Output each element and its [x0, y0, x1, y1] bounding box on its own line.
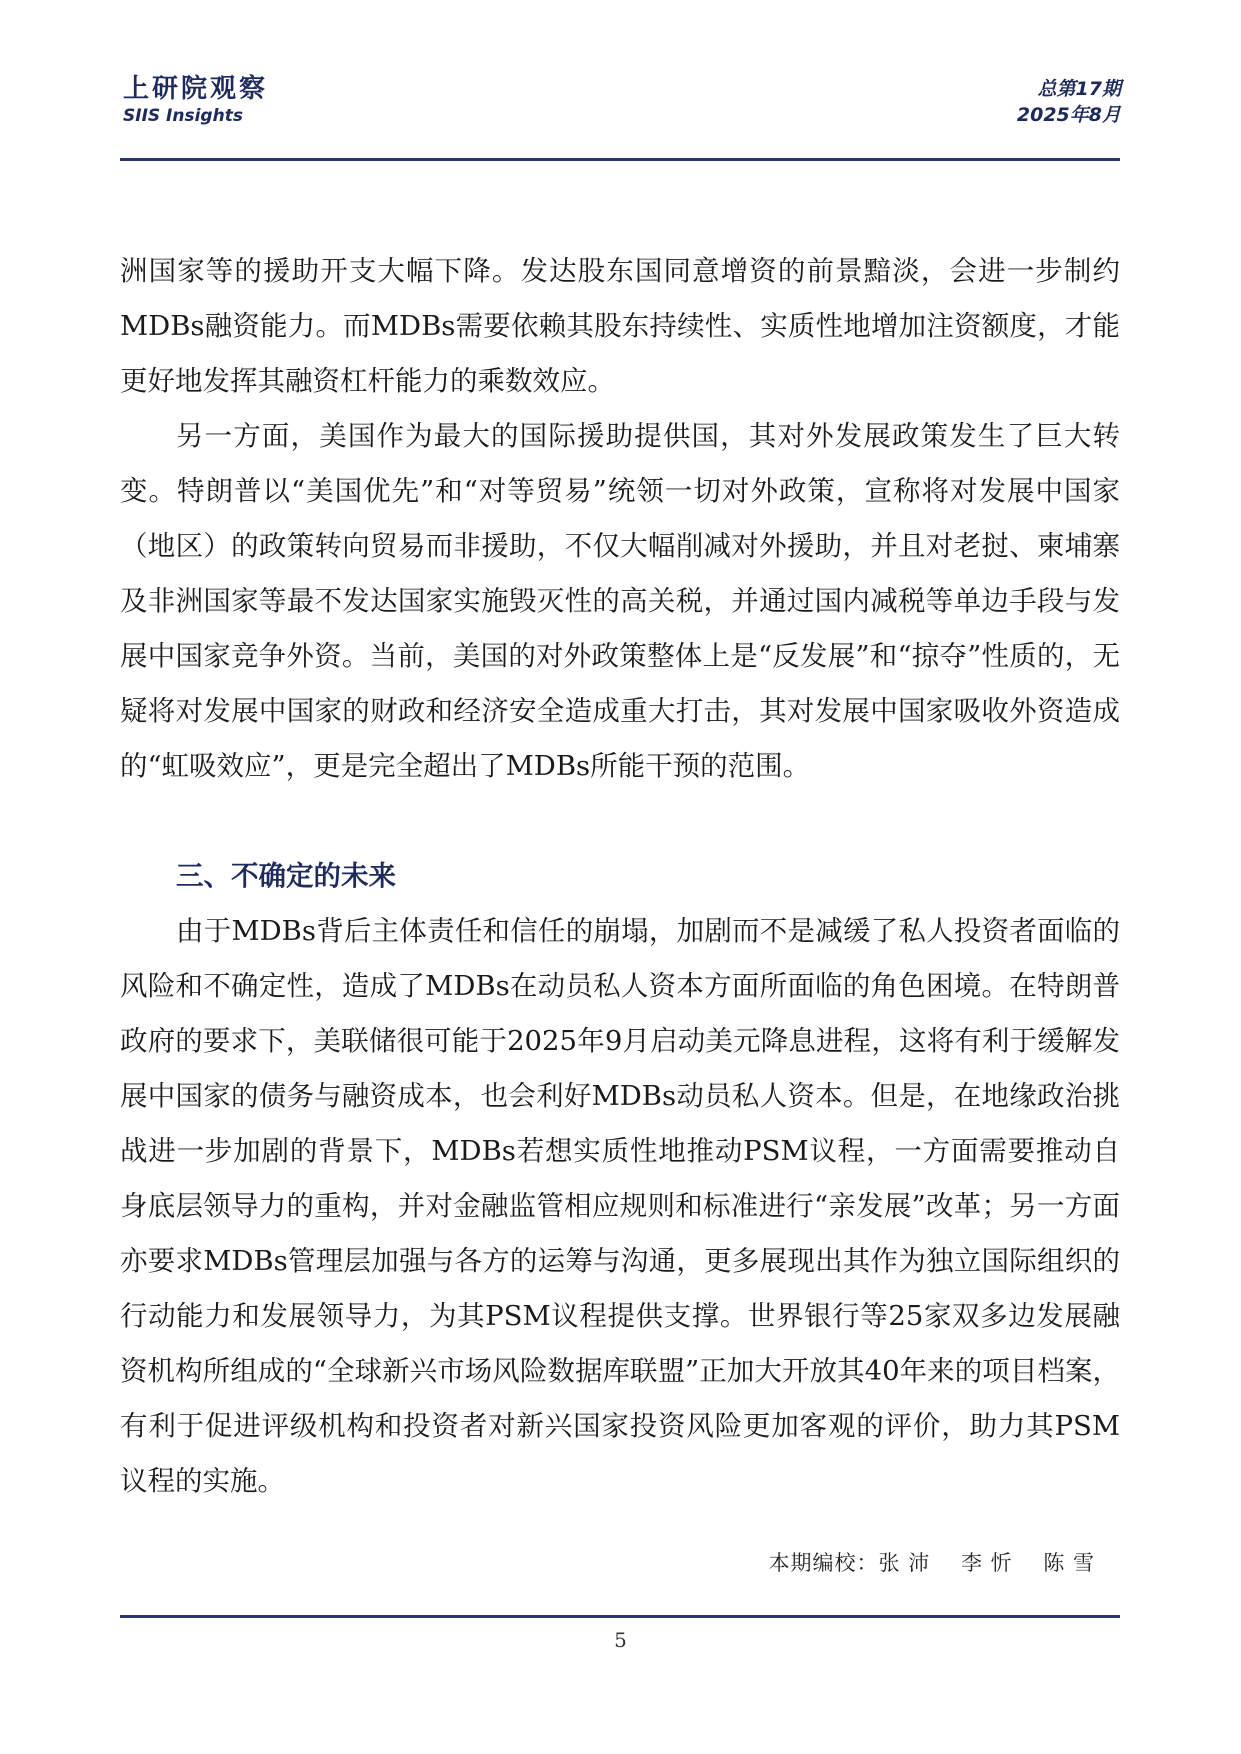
brand-title-en: SIIS Insights	[123, 106, 243, 126]
issue-date: 2025年8月	[1016, 104, 1121, 126]
issue-block	[1017, 76, 1121, 128]
paragraph-1: 洲国家等的援助开支大幅下降。发达股东国同意增资的前景黯淡，会进一步制约MDBs融资能力。而MDBs需要依赖其股东持续性、实质性地增加注资额度，才能更好地发挥其融资杠杆能力的乘数效应。	[120, 255, 1120, 397]
page-number: 5	[614, 1628, 627, 1652]
issue-number: 总第17期	[1037, 78, 1121, 100]
brand-block	[123, 74, 268, 126]
brand-title-cn: 上研院观察	[123, 74, 269, 104]
footer-divider	[120, 1615, 1120, 1618]
article-body	[120, 244, 1120, 1509]
paragraph-2: 另一方面，美国作为最大的国际援助提供国，其对外发展政策发生了巨大转变。特朗普以“美国优先”和“对等贸易”统领一切对外政策，宣称将对发展中国家（地区）的政策转向贸易而非援助，不仅大幅削减对外援助，并且对老挝、柬埔寨及非洲国家等最不发达国家实施毁灭性的高关税，并通过国内减税等单边手段与发展中国家竞争外资。当前，美国的对外政策整体上是“反发展”和“掠夺”性质的，无疑将对发展中国家的财政和经济安全造成重大打击，其对发展中国家吸收外资造成的“虹吸效应”，更是完全超出了MDBs所能干预的范围。	[120, 420, 1120, 782]
editors-credit: 本期编校：张 沛 李 忻 陈 雪	[768, 1551, 1095, 1575]
paragraph-3: 由于MDBs背后主体责任和信任的崩塌，加剧而不是减缓了私人投资者面临的风险和不确定性，造成了MDBs在动员私人资本方面所面临的角色困境。在特朗普政府的要求下，美联储很可能于2025年9月启动美元降息进程，这将有利于缓解发展中国家的债务与融资成本，也会利好MDBs动员私人资本。但是，在地缘政治挑战进一步加剧的背景下，MDBs若想实质性地推动PSM议程，一方面需要推动自身底层领导力的重构，并对金融监管相应规则和标准进行“亲发展”改革；另一方面亦要求MDBs管理层加强与各方的运筹与沟通，更多展现出其作为独立国际组织的行动能力和发展领导力，为其PSM议程提供支撑。世界银行等25家双多边发展融资机构所组成的“全球新兴市场风险数据库联盟”正加大开放其40年来的项目档案，有利于促进评级机构和投资者对新兴国家投资风险更加客观的评价，助力其PSM议程的实施。	[120, 915, 1120, 1497]
header-divider	[120, 158, 1120, 161]
section-heading: 三、不确定的未来	[176, 860, 396, 892]
